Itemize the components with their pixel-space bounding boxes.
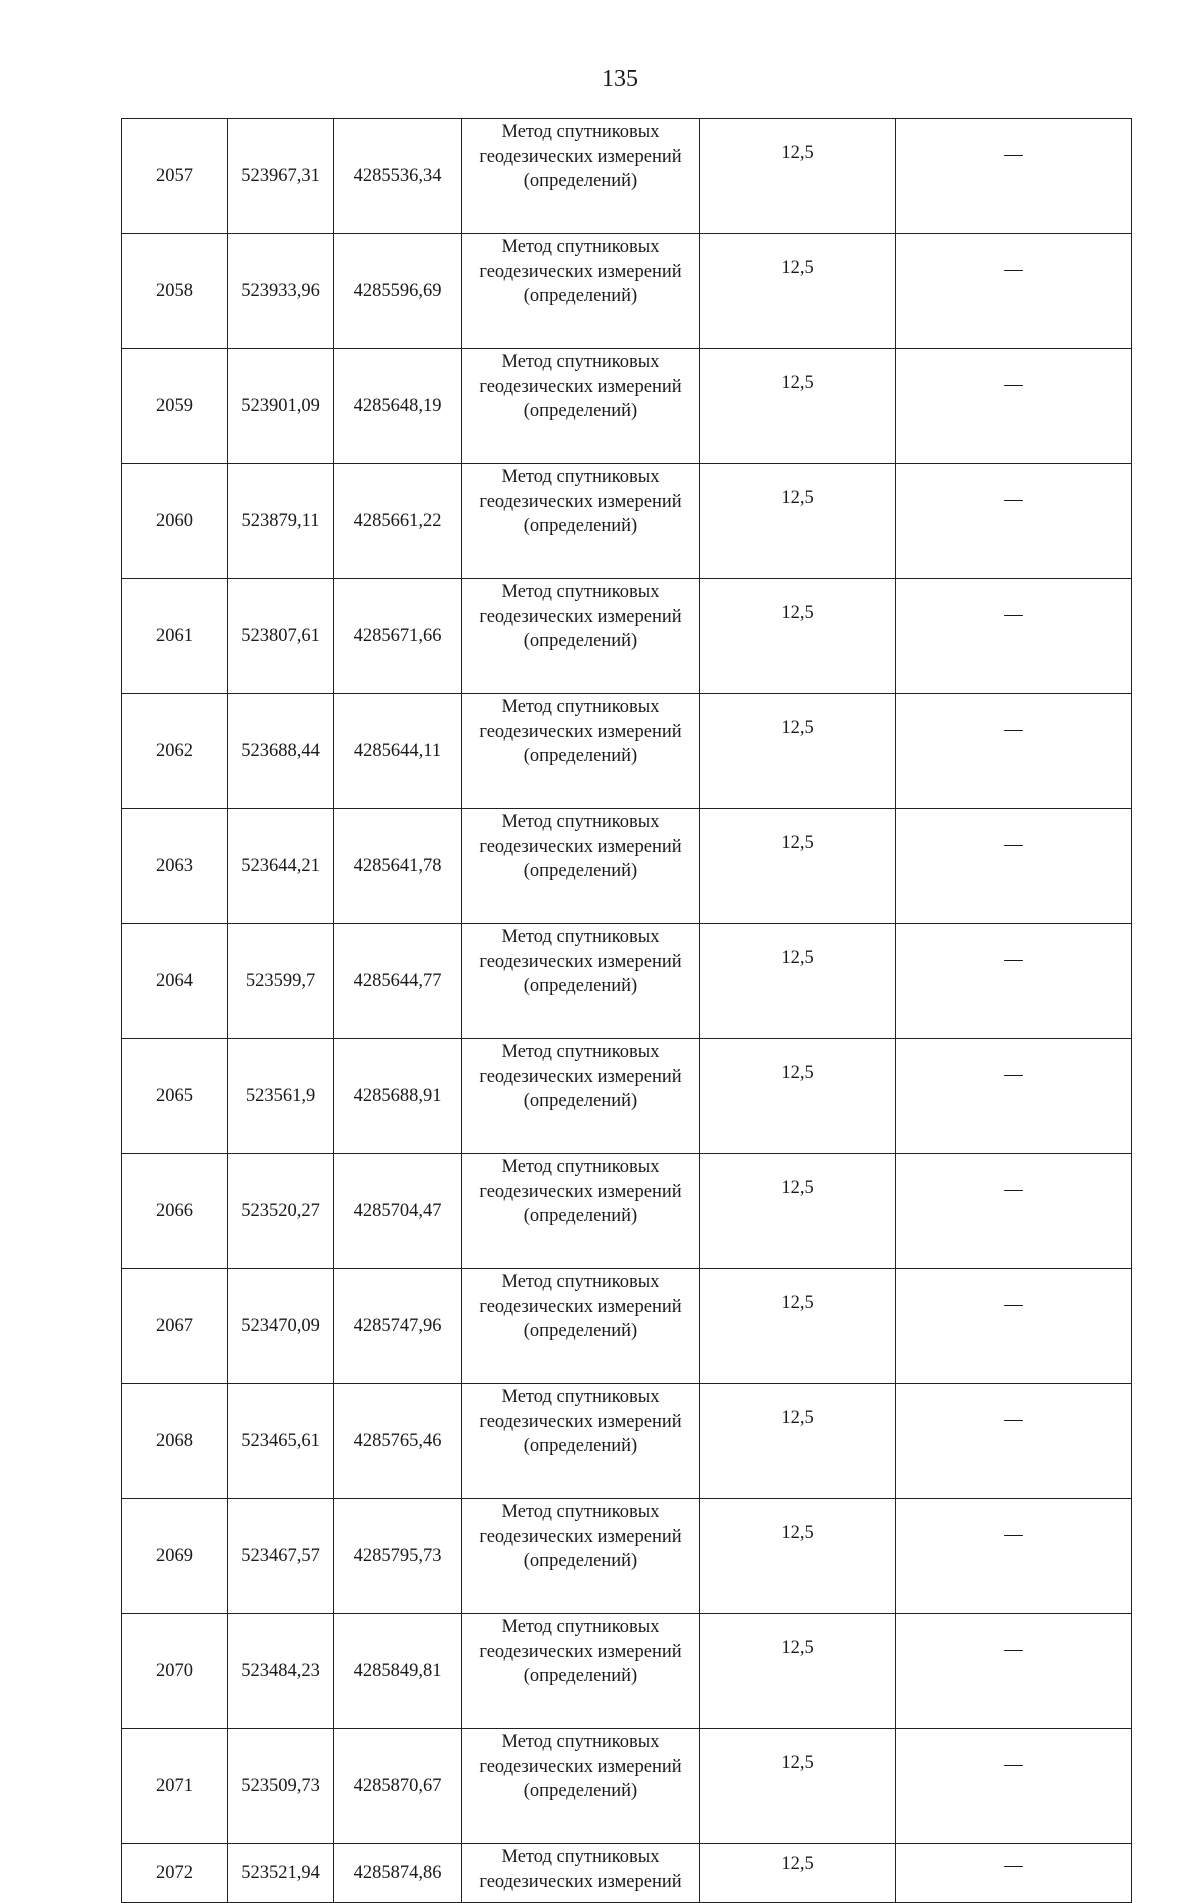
note-cell: — [896, 579, 1132, 694]
point-number-cell: 2064 [122, 924, 228, 1039]
accuracy-cell: 12,5 [700, 809, 896, 924]
method-line: Метод спутниковых [501, 467, 660, 487]
method-cell [462, 1039, 700, 1154]
method-line: (определений) [523, 746, 638, 766]
method-line: Метод спутниковых [501, 697, 660, 717]
method-line: (определений) [523, 171, 638, 191]
y-coordinate-cell: 4285661,22 [334, 464, 462, 579]
table-row [122, 1844, 1132, 1903]
point-number-cell: 2072 [122, 1844, 228, 1903]
y-coordinate-cell: 4285644,11 [334, 694, 462, 809]
x-coordinate-cell: 523688,44 [228, 694, 334, 809]
point-number-cell: 2058 [122, 234, 228, 349]
x-coordinate-cell: 523879,11 [228, 464, 334, 579]
method-line: (определений) [523, 1781, 638, 1801]
note-cell: — [896, 119, 1132, 234]
y-coordinate-cell: 4285648,19 [334, 349, 462, 464]
page-number: 135 [602, 66, 638, 92]
method-line: геодезических измерений [479, 1756, 682, 1777]
point-number-cell: 2063 [122, 809, 228, 924]
table-row [122, 1269, 1132, 1384]
method-cell [462, 1499, 700, 1614]
point-number-cell: 2069 [122, 1499, 228, 1614]
y-coordinate-cell: 4285688,91 [334, 1039, 462, 1154]
y-coordinate-cell: 4285747,96 [334, 1269, 462, 1384]
table-row [122, 1154, 1132, 1269]
method-line: геодезических измерений [479, 261, 682, 282]
method-line: Метод спутниковых [501, 1617, 660, 1637]
x-coordinate-cell: 523467,57 [228, 1499, 334, 1614]
note-cell: — [896, 809, 1132, 924]
note-cell: — [896, 1729, 1132, 1844]
table-row [122, 349, 1132, 464]
method-line: (определений) [523, 1321, 638, 1341]
note-cell: — [896, 1039, 1132, 1154]
method-line: геодезических измерений [479, 836, 682, 857]
method-cell [462, 579, 700, 694]
x-coordinate-cell: 523967,31 [228, 119, 334, 234]
table-body [122, 119, 1132, 1903]
method-cell [462, 234, 700, 349]
method-line: Метод спутниковых [501, 1272, 660, 1292]
note-cell: — [896, 1499, 1132, 1614]
accuracy-cell: 12,5 [700, 1729, 896, 1844]
method-line: (определений) [523, 286, 638, 306]
point-number-cell: 2059 [122, 349, 228, 464]
point-number-cell: 2060 [122, 464, 228, 579]
note-cell: — [896, 1844, 1132, 1903]
x-coordinate-cell: 523644,21 [228, 809, 334, 924]
point-number-cell: 2067 [122, 1269, 228, 1384]
accuracy-cell: 12,5 [700, 234, 896, 349]
y-coordinate-cell: 4285874,86 [334, 1844, 462, 1903]
note-cell: — [896, 924, 1132, 1039]
note-cell: — [896, 464, 1132, 579]
method-line: геодезических измерений [479, 721, 682, 742]
method-line: Метод спутниковых [501, 1042, 660, 1062]
x-coordinate-cell: 523470,09 [228, 1269, 334, 1384]
point-number-cell: 2065 [122, 1039, 228, 1154]
table-row [122, 809, 1132, 924]
table-row [122, 579, 1132, 694]
point-number-cell: 2071 [122, 1729, 228, 1844]
method-line: Метод спутниковых [501, 122, 660, 142]
method-cell [462, 1384, 700, 1499]
accuracy-cell: 12,5 [700, 1844, 896, 1903]
accuracy-cell: 12,5 [700, 349, 896, 464]
note-cell: — [896, 234, 1132, 349]
accuracy-cell: 12,5 [700, 1614, 896, 1729]
table-row [122, 1384, 1132, 1499]
method-line: (определений) [523, 631, 638, 651]
table-row [122, 1614, 1132, 1729]
method-line: Метод спутниковых [501, 1157, 660, 1177]
method-cell [462, 349, 700, 464]
y-coordinate-cell: 4285795,73 [334, 1499, 462, 1614]
method-line: (определений) [523, 1091, 638, 1111]
method-line: Метод спутниковых [501, 352, 660, 372]
accuracy-cell: 12,5 [700, 464, 896, 579]
table-row [122, 119, 1132, 234]
method-line: Метод спутниковых [501, 812, 660, 832]
method-line: геодезических измерений [479, 491, 682, 512]
method-line: (определений) [523, 401, 638, 421]
method-line: Метод спутниковых [501, 1847, 660, 1867]
method-line: (определений) [523, 861, 638, 881]
x-coordinate-cell: 523599,7 [228, 924, 334, 1039]
x-coordinate-cell: 523509,73 [228, 1729, 334, 1844]
table-row [122, 1499, 1132, 1614]
accuracy-cell: 12,5 [700, 924, 896, 1039]
method-cell [462, 1154, 700, 1269]
x-coordinate-cell: 523901,09 [228, 349, 334, 464]
method-line: Метод спутниковых [501, 1387, 660, 1407]
method-line: геодезических измерений [479, 1526, 682, 1547]
y-coordinate-cell: 4285644,77 [334, 924, 462, 1039]
table-row [122, 1729, 1132, 1844]
method-cell [462, 1269, 700, 1384]
x-coordinate-cell: 523521,94 [228, 1844, 334, 1903]
y-coordinate-cell: 4285704,47 [334, 1154, 462, 1269]
point-number-cell: 2066 [122, 1154, 228, 1269]
y-coordinate-cell: 4285849,81 [334, 1614, 462, 1729]
method-line: геодезических измерений [479, 1181, 682, 1202]
point-number-cell: 2061 [122, 579, 228, 694]
y-coordinate-cell: 4285596,69 [334, 234, 462, 349]
y-coordinate-cell: 4285765,46 [334, 1384, 462, 1499]
x-coordinate-cell: 523465,61 [228, 1384, 334, 1499]
y-coordinate-cell: 4285641,78 [334, 809, 462, 924]
table-row [122, 924, 1132, 1039]
x-coordinate-cell: 523933,96 [228, 234, 334, 349]
method-line: Метод спутниковых [501, 1732, 660, 1752]
method-cell [462, 1844, 700, 1903]
accuracy-cell: 12,5 [700, 1499, 896, 1614]
method-line: (определений) [523, 1206, 638, 1226]
y-coordinate-cell: 4285536,34 [334, 119, 462, 234]
note-cell: — [896, 694, 1132, 809]
coordinates-table [121, 118, 1132, 1903]
x-coordinate-cell: 523520,27 [228, 1154, 334, 1269]
method-line: Метод спутниковых [501, 927, 660, 947]
method-cell [462, 809, 700, 924]
method-line: геодезических измерений [479, 1641, 682, 1662]
method-line: геодезических измерений [479, 1411, 682, 1432]
method-cell [462, 1729, 700, 1844]
accuracy-cell: 12,5 [700, 1269, 896, 1384]
point-number-cell: 2057 [122, 119, 228, 234]
method-line: геодезических измерений [479, 146, 682, 167]
method-line: (определений) [523, 1666, 638, 1686]
point-number-cell: 2068 [122, 1384, 228, 1499]
x-coordinate-cell: 523561,9 [228, 1039, 334, 1154]
method-line: Метод спутниковых [501, 1502, 660, 1522]
method-cell [462, 694, 700, 809]
method-line: геодезических измерений [479, 1066, 682, 1087]
note-cell: — [896, 1384, 1132, 1499]
point-number-cell: 2062 [122, 694, 228, 809]
table-row [122, 694, 1132, 809]
accuracy-cell: 12,5 [700, 1154, 896, 1269]
accuracy-cell: 12,5 [700, 694, 896, 809]
point-number-cell: 2070 [122, 1614, 228, 1729]
note-cell: — [896, 1614, 1132, 1729]
method-line: геодезических измерений [479, 1871, 682, 1892]
method-line: Метод спутниковых [501, 237, 660, 257]
table-row [122, 234, 1132, 349]
x-coordinate-cell: 523807,61 [228, 579, 334, 694]
method-cell [462, 464, 700, 579]
accuracy-cell: 12,5 [700, 579, 896, 694]
y-coordinate-cell: 4285671,66 [334, 579, 462, 694]
method-line: (определений) [523, 1436, 638, 1456]
accuracy-cell: 12,5 [700, 1039, 896, 1154]
method-line: (определений) [523, 976, 638, 996]
method-cell [462, 1614, 700, 1729]
method-cell [462, 924, 700, 1039]
note-cell: — [896, 349, 1132, 464]
x-coordinate-cell: 523484,23 [228, 1614, 334, 1729]
table-row [122, 1039, 1132, 1154]
note-cell: — [896, 1269, 1132, 1384]
method-line: (определений) [523, 1551, 638, 1571]
note-cell: — [896, 1154, 1132, 1269]
accuracy-cell: 12,5 [700, 119, 896, 234]
method-line: Метод спутниковых [501, 582, 660, 602]
method-line: (определений) [523, 516, 638, 536]
y-coordinate-cell: 4285870,67 [334, 1729, 462, 1844]
table-row [122, 464, 1132, 579]
method-line: геодезических измерений [479, 376, 682, 397]
method-line: геодезических измерений [479, 606, 682, 627]
method-line: геодезических измерений [479, 951, 682, 972]
method-cell [462, 119, 700, 234]
accuracy-cell: 12,5 [700, 1384, 896, 1499]
method-line: геодезических измерений [479, 1296, 682, 1317]
